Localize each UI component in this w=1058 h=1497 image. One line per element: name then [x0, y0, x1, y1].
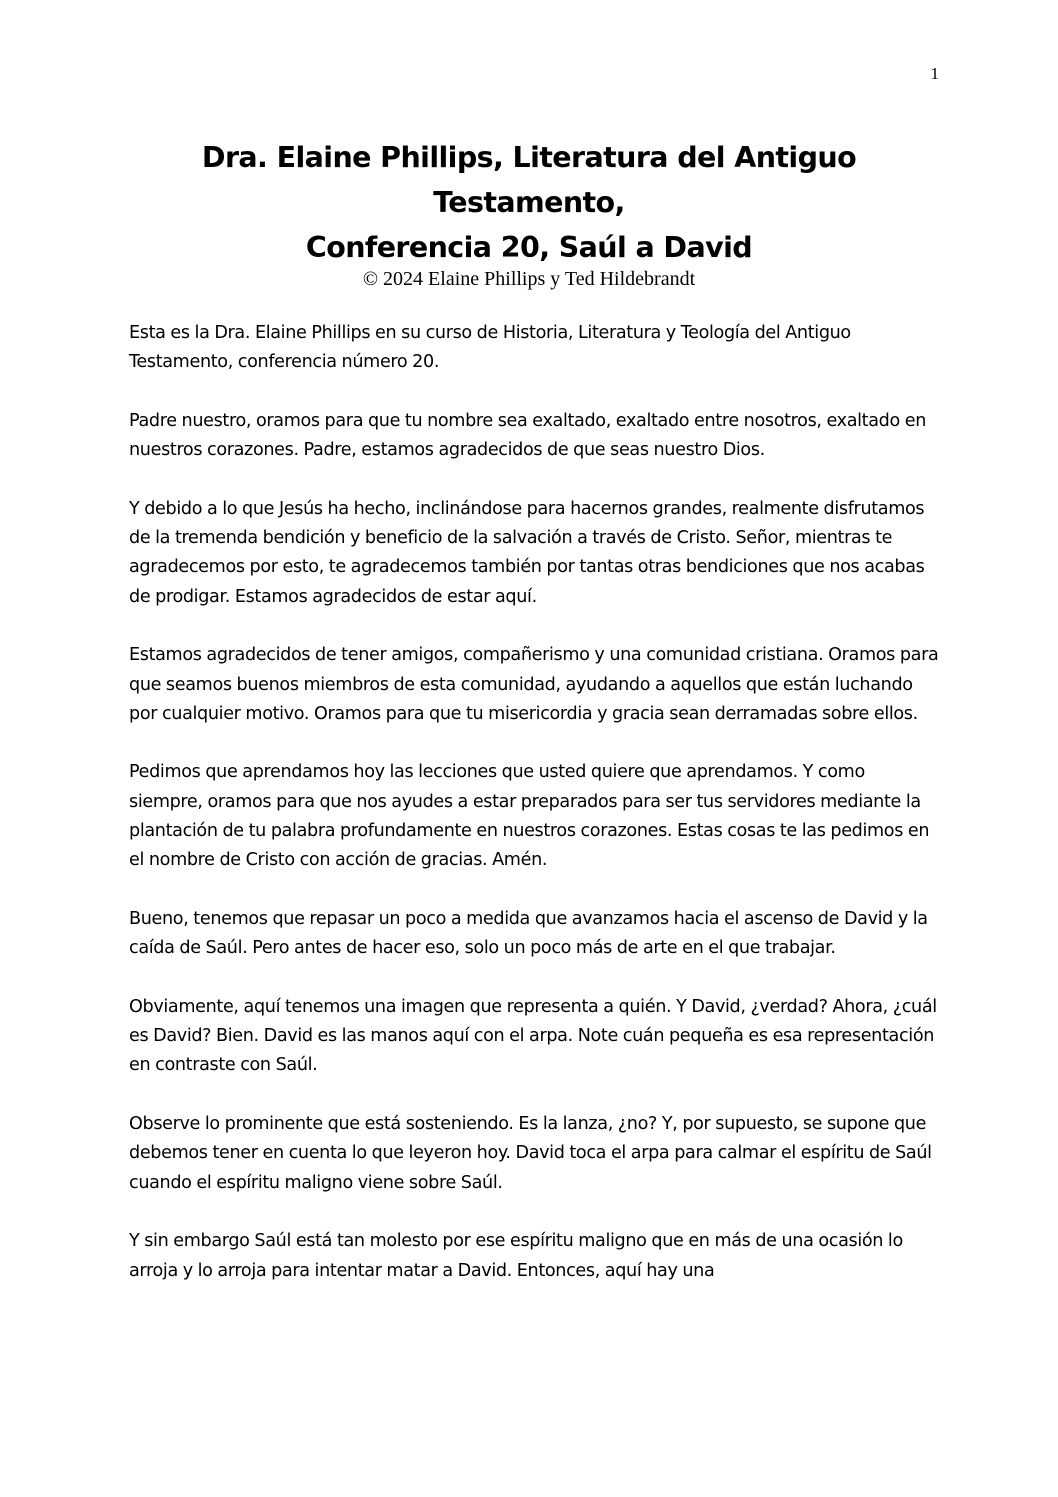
paragraph-2: Padre nuestro, oramos para que tu nombre sea exaltado, exaltado entre nosotros, exaltado en nuestros corazones. Padre, estamos agradecidos de que seas nuestro Dios. — [129, 410, 927, 461]
paragraph-8: Observe lo prominente que está sosteniendo. Es la lanza, ¿no? Y, por supuesto, se supone que debemos tener en cuenta lo que leyeron hoy. David toca el arpa para calmar el espíritu de Saúl cuando el espíritu maligno viene sobre Saúl. — [129, 1114, 932, 1193]
title-line-1: Dra. Elaine Phillips, Literatura del Antiguo — [201, 141, 857, 174]
paragraph-3: Y debido a lo que Jesús ha hecho, inclinándose para hacernos grandes, realmente disfrutamos de la tremenda bendición y beneficio de la salvación a través de Cristo. Señor, mientras te agradecemos por esto, te agradecemos también por tantas otras bendiciones que nos acabas de prodigar. Estamos agradecidos de estar aquí. — [129, 498, 925, 607]
paragraph-6: Bueno, tenemos que repasar un poco a medida que avanzamos hacia el ascenso de David y la caída de Saúl. Pero antes de hacer eso, solo un poco más de arte en el que trabajar. — [129, 908, 928, 959]
paragraph-4: Estamos agradecidos de tener amigos, compañerismo y una comunidad cristiana. Oramos para que seamos buenos miembros de esta comunidad, ayudando a aquellos que están luchando por cualquier motivo. Oramos para que tu misericordia y gracia sean derramadas sobre ellos. — [129, 645, 939, 724]
paragraph-1: Esta es la Dra. Elaine Phillips en su curso de Historia, Literatura y Teología del Antiguo Testamento, conferencia número 20. — [129, 323, 851, 373]
title-line-3: Conferencia 20, Saúl a David — [305, 231, 753, 264]
paragraph-9: Y sin embargo Saúl está tan molesto por ese espíritu maligno que en más de una ocasión lo arroja y lo arroja para intentar matar a David. Entonces, aquí hay una — [129, 1231, 903, 1281]
paragraph-5: Pedimos que aprendamos hoy las lecciones que usted quiere que aprendamos. Y como siempre, oramos para que nos ayudes a estar preparados para ser tus servidores mediante la plantación de tu palabra profundamente en nuestros corazones. Estas cosas te las pedimos en el nombre de Cristo con acción de gracias. Amén. — [129, 762, 930, 871]
copyright-notice: © 2024 Elaine Phillips y Ted Hildebrandt — [362, 268, 696, 290]
document-body — [129, 319, 941, 1315]
paragraph-7: Obviamente, aquí tenemos una imagen que representa a quién. Y David, ¿verdad? Ahora, ¿cuál es David? Bien. David es las manos aquí con el arpa. Note cuán pequeña es esa representación en contraste con Saúl. — [129, 996, 937, 1076]
page-number: 1 — [930, 64, 939, 83]
document-title — [130, 135, 928, 270]
title-line-2: Testamento, — [433, 186, 625, 219]
